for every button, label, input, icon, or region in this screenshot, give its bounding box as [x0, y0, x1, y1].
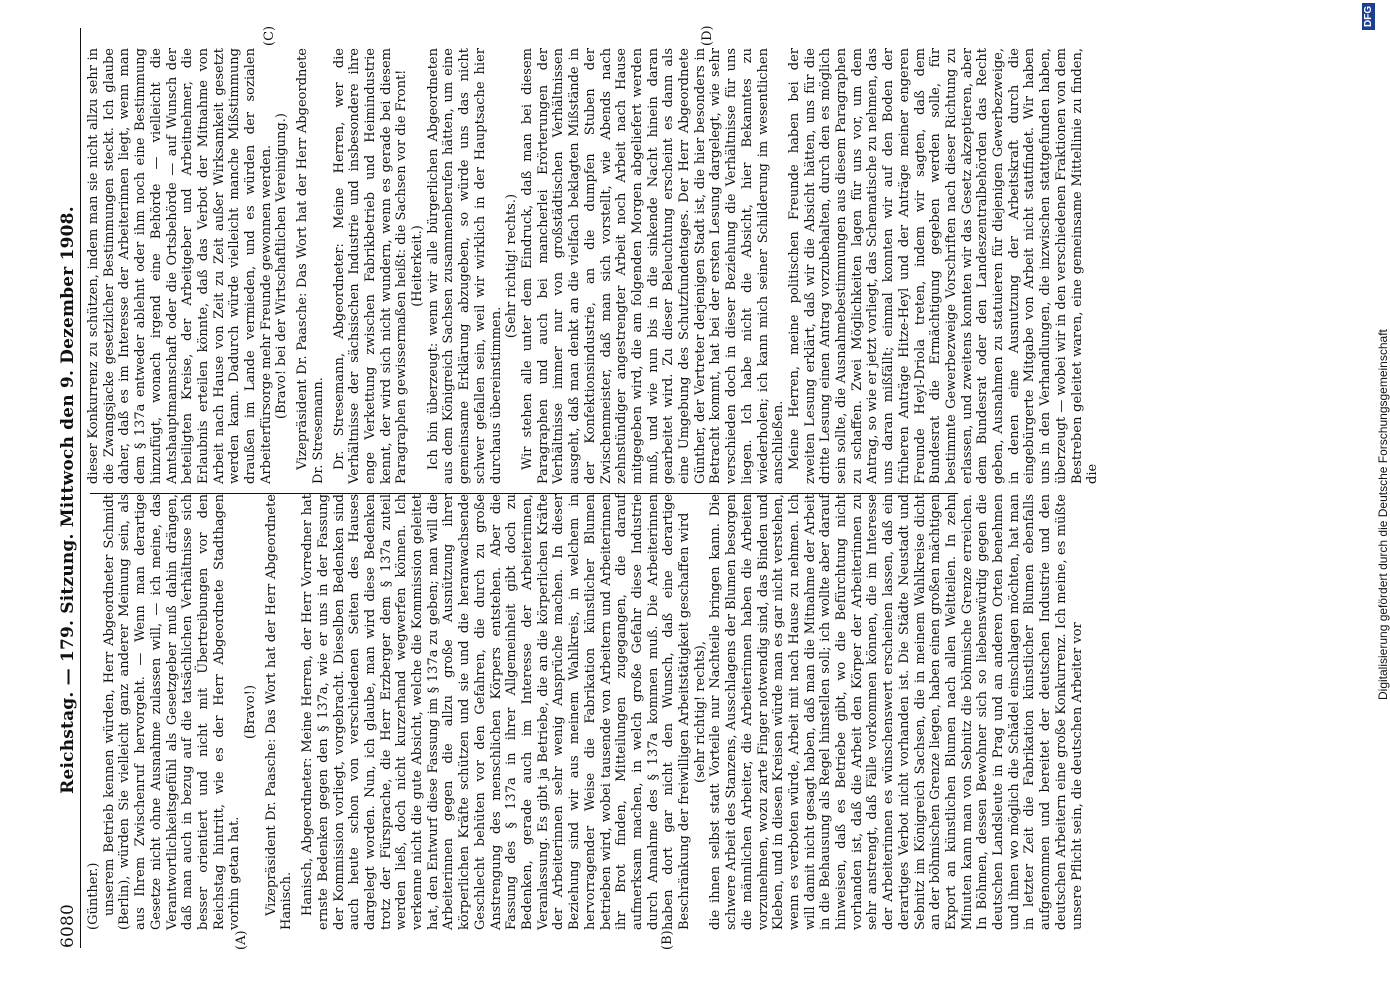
margin-marker-b: (B) [660, 930, 675, 950]
header-title: Reichstag. — 179. Sitzung. Mittwoch den 9. Dezember 1908. [58, 206, 78, 794]
stage-direction: (Bravo! bei der Wirtschaftlichen Vereinigung.) [274, 113, 290, 419]
paragraph: Hanisch, Abgeordneter: Meine Herren, der Herr Vorredner hat ernste Bedenken gegen den § 137a, wie er uns in der Fassung der Kommission vorliegt, vorgebracht. Dieselben Bedenken sind auch heute schon von verschiedenen Seiten des Hauses dargelegt worden. Nun, ich glaube, man wird diese Bedenken trotz der Fürsprache, die Herr Erzberger dem § 137a zuteil werden ließ, doch nicht kurzerhand wegwerfen können. Ich verkenne nicht die gute Absicht, welche die Kommission geleitet hat, den Entwurf diese Fassung im § 137a zu geben; man will die Arbeiterinnen gegen die allzu große Ausnützung ihrer körperlichen Kräfte schützen und sie und die heranwachsende Geschlecht behüten vor den Gefahren, die durch zu große Anstrengung des menschlichen Körpers entstehen. Aber die Fassung des § 137a in ihrer Allgemeinheit gibt doch zu Bedenken, gerade auch im Interesse der Arbeiterinnen, Veranlassung. Es gibt ja Betriebe, die an die körperlichen Kräfte der Arbeiterinnen sehr wenig Ansprüche machen. In dieser Beziehung sind wir aus meinem Wahlkreis, in welchem in hervorragender Weise die Fabrikation künstlicher Blumen betrieben wird, wobei tausende von Arbeitern und Arbeiterinnen ihr Brot finden, Mitteilungen zugegangen, die darauf aufmerksam machen, in welch große Gefahr diese Industrie durch Annahme des § 137a kommen muß. Die Arbeiterinnen haben dort gar nicht den Wunsch, daß eine derartige Beschränkung der freiwilligen Arbeitstätigkeit geschaffen wird [300, 494, 693, 930]
stage-direction: (Heiterkeit.) [410, 225, 426, 307]
dfg-logo: DFG [1362, 3, 1375, 30]
paragraph: Meine Herren, meine politischen Freunde haben bei der zweiten Lesung erklärt, daß wir die Absicht hätten, uns für die dritte Lesung einen Antrag vorzubehalten, durch den es möglich sein sollte, die Ausnahmebestimmungen aus diesem Paragraphen zu schaffen. Zwei Möglichkeiten lagen für uns vor, um dem Antrag, so wie er jetzt vorliegt, das Schematische zu nehmen, das uns daran mißfällt; einmal konnten wir auf den Boden der früheren Anträge Hitze-Heyl und der Anträge meiner engeren Freunde Heyl-Driola treten, indem wir sagten, daß dem Bundesrat die Ermächtigung gegeben werden solle, für bestimmte Gewerbezweige Vorschriften nach dieser Richtung zu erlassen, und zweitens konnten wir das Gesetz akzeptieren, aber dem Bundesrat oder den Landeszentralbehörden das Recht geben, Ausnahmen zu statuieren für diejenigen Gewerbezweige, in denen eine Ausnutzung der Arbeitskraft durch die eingebürgerte Mitgabe von Arbeit nicht stattfindet. Wir haben uns in den Verhandlungen, die inzwischen stattgefunden haben, überzeugt — wobei wir in den verschiedenen Fraktionen von dem Bestreben geleitet waren, eine gemeinsame Mittellinie zu finden, die [786, 48, 1101, 484]
margin-marker-c: (C) [262, 25, 277, 46]
margin-marker-d: (D) [700, 25, 715, 46]
paragraph: Ich bin überzeugt: wenn wir alle bürgerlichen Abgeordneten aus dem Königreich Sachsen zusammenberufen hätten, um eine gemeinsame Erklärung abzugeben, so würde uns das nicht schwer gefallen sein, weil wir wirklich in der Hauptsache hier durchaus übereinstimmen. [425, 48, 504, 484]
paragraph: Dr. Stresemann, Abgeordneter: Meine Herren, wer die Verhältnisse der sächsischen Industrie und insbesondere ihre enge Verkettung zwischen Fabrikbetrieb und Heimindustrie kennt, der wird sich nicht wundern, wenn es gerade bei diesem Paragraphen gewissermaßen heißt: die Sachsen vor die Front! [331, 48, 410, 484]
speaker-continuation: (Günther.) [86, 862, 101, 930]
header-rule [80, 28, 81, 948]
paragraph: Wir stehen alle unter dem Eindruck, daß man bei diesem Paragraphen und auch bei mancherlei Erörterungen der Verhältnisse immer nur von großstädtischen Verhältnissen ausgeht, daß man denkt an die vielfach beklagten Mißstände in der Konfektionsindustrie, an die dumpfen Stuben der Zwischenmeister, daß man sich vorstellt, wie Abends nach zehnstündiger angestrengter Arbeit noch Arbeit nach Hause mitgegeben wird, die am folgenden Morgen abgeliefert werden muß, und wie nun bis in die sinkende Nacht hinein daran gearbeitet wird. Zu dieser Beleuchtung erscheint es dann als eine Umgebung des Schutzfundentages. Der Herr Abgeordnete Günther, der Vertreter derjenigen Stadt ist, die hier besonders in Betracht kommt, hat bei der ersten Lesung dargelegt, wie sehr verschieden doch in dieser Beziehung die Verhältnisse für uns liegen. Ich habe nicht die Absicht, hier Bekanntes zu wiederholen; ich kann mich seiner Schilderung im wesentlichen anschließen. [519, 48, 787, 484]
margin-marker-a: (A) [234, 930, 249, 950]
page-number: 6080 [58, 903, 78, 948]
stage-direction: (Sehr richtig! rechts.) [504, 193, 520, 339]
stage-direction: (Bravo!) [243, 684, 259, 740]
left-text-column [86, 494, 1085, 930]
right-text-column [86, 48, 1101, 484]
stage-direction: (sehr richtig! rechts), [692, 641, 708, 783]
paragraph: dieser Konkurrenz zu schützen, indem man sie nicht allzu sehr in die Zwangsjacke gesetzlicher Bestimmungen steckt. Ich glaube daher, daß es im Interesse der Arbeiterinnen liegt, wenn man dem § 137a entweder ablehnt oder ihm noch eine Bestimmung hinzufügt, wonach irgend eine Behörde — vielleicht die Amtshauptmannschaft oder die Ortsbehörde — auf Wunsch der beteiligten Kreise, der Arbeitgeber und Arbeitnehmer, die Erlaubnis erteilen könnte, daß das Verbot der Mitnahme von Arbeit nach Hause von Zeit zu Zeit außer Wirksamkeit gesetzt werden kann. Dadurch würde vielleicht manche Mißstimmung draußen im Lande vermieden, und es würden der sozialen Arbeiterfürsorge mehr Freunde gewonnen werden. [86, 48, 274, 484]
column-divider [90, 493, 958, 494]
paragraph: die ihnen selbst statt Vorteile nur Nachteile bringen kann. Die schwere Arbeit des Stanzens, Ausschlagens der Blumen besorgen die männlichen Arbeiter, die Arbeiterinnen haben die Arbeiten vorzunehmen, wozu zarte Finger notwendig sind, das Binden und Kleben, und in diesen Kreisen würde man es gar nicht verstehen, wenn es verboten würde, Arbeit mit nach Hause zu nehmen. Ich will damit nicht gesagt haben, daß man die Mitnahme der Arbeit in die Behausung als Regel hinstellen soll; ich wollte aber darauf hinweisen, daß es Betriebe gibt, wo die Befürchtung nicht vorhanden ist, daß die Arbeit den Körper der Arbeiterinnen zu sehr anstrengt, daß Fälle vorkommen können, die im Interesse der Arbeiterinnen es wünschenswert erscheinen lassen, daß ein derartiges Verbot nicht vorhanden ist. Die Städte Neustadt und Sebnitz im Königreich Sachsen, die in meinem Wahlkreise dicht an der böhmischen Grenze liegen, haben einen großen mächtigen Export an künstlichen Blumen nach allen Weltteilen. In zehn Minuten kann man von Sebnitz die böhmische Grenze erreichen. In Böhmen, dessen Bewohner sich so liebenswürdig gegen die deutschen Landsleute in Prag und an anderen Orten benehmen und ihnen wo möglich die Schädel einschlagen möchten, hat man in letzter Zeit die Fabrikation künstlicher Blumen ebenfalls aufgenommen und bereitet der deutschen Industrie und den deutschen Arbeitern eine große Konkurrenz. Ich meine, es müßte unsere Pflicht sein, die deutschen Arbeiter vor [708, 494, 1085, 930]
digitization-notice: Digitalisierung gefördert durch die Deutsche Forschungsgemeinschaft [1376, 329, 1390, 700]
paragraph: unserem Betrieb kennen würden, Herr Abgeordneter Schmidt (Berlin), würden Sie vielleicht ganz anderer Meinung sein, als aus Ihrem Zwischenruf hervorgeht. — Wenn man derartige Gesetze nicht ohne Ausnahme zulassen will, — ich meine, das Verantwortlichkeitsgefühl als Gesetzgeber muß dahin drängen, daß man auch in bezug auf die tatsächlichen Verhältnisse sich besser orientiert und nicht mit Übertreibungen vor den Reichstag hintritt, wie es der Herr Abgeordnete Stadthagen vorhin getan hat. [101, 494, 243, 930]
chair-announcement: Vizepräsident Dr. Paasche: Das Wort hat der Herr Abgeordnete Dr. Stresemann. [295, 48, 326, 484]
chair-announcement: Vizepräsident Dr. Paasche: Das Wort hat der Herr Abgeordnete Hanisch. [263, 494, 295, 930]
